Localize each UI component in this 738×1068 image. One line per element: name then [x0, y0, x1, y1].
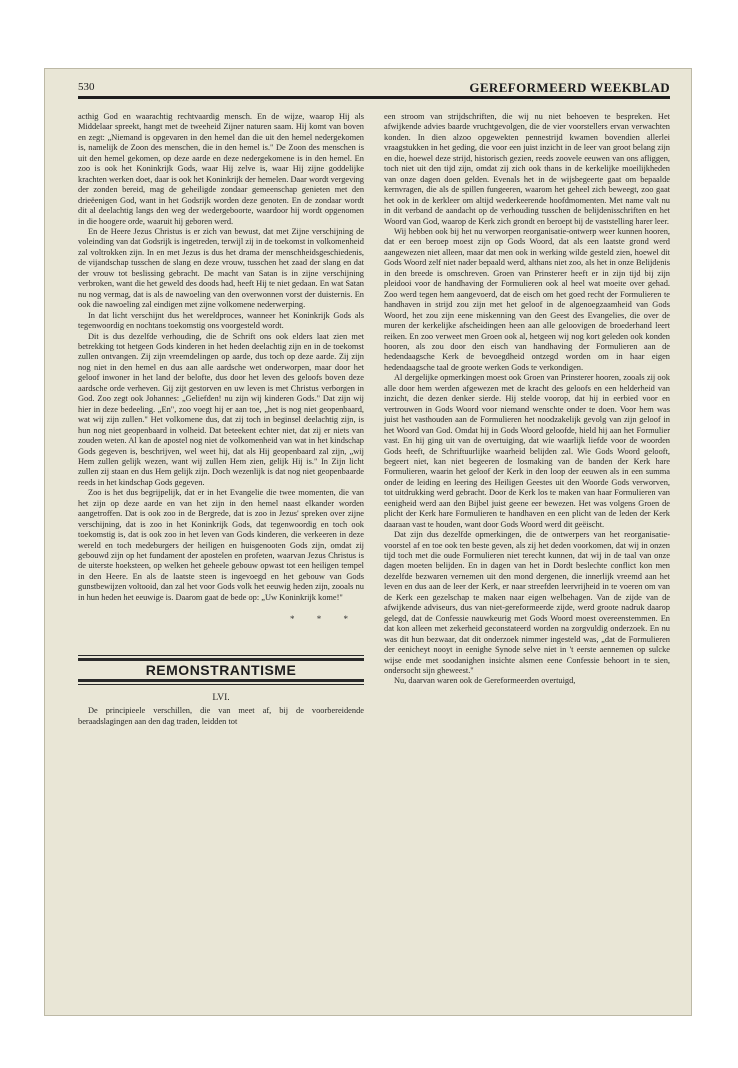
- paragraph: Wij hebben ook bij het nu verworpen reorganisatie-ontwerp weer kunnen hooren, dat er een beroep moest zijn op Gods Woord, dat als een laatste grond werd aangewezen niet alleen, maar dat men ook in werking wilde gesteld zien, hoewel dit Gods Woord zelf niet nader bepaald werd, althans niet zoo, als het in onze Belijdenis in den breede is omschreven. Groen van Prinsterer heeft er in zijn tijd bij zijn pleidooi voor de handhaving der Formulieren ook al heel wat moeite over gehad. Zoo werd tegen hem aangevoerd, dat de eisch om het goed recht der Formulieren te handhaven in strijd zou zijn met het geloof in de algenoegzaamheid van Gods Woord, het zou zijn eene miskenning van den Geest des Evangelies, die over de muren der kerkelijke afscheidingen heen aan alle geloovigen de broederhand leert reiken. En zoo verweet men Groen ook al, hetgeen wij nog kort geleden ook konden hooren, als zou door den eisch van handhaving der Formulieren aan de hedendaagsche Kerk de bevoegdheid ontzegd worden om in haar eigen hedendaagsche taal de groote werken Gods te verkondigen.: [384, 226, 670, 372]
- paragraph: En de Heere Jezus Christus is er zich van bewust, dat met Zijne verschijning de voleinding van dat Godsrijk is ingetreden, terwijl zij in de toekomst in volkomenheid zal voltrokken zijn. In en met Jezus is dus het drama der menschheidsgeschiedenis, de vijandschap tusschen de slang en deze vrouw, tusschen het zaad der slang en dat der vrouw tot beslissing gebracht. De macht van Satan is in zijne verschijning verbroken, want die het geweld des doods had, heeft Hij te niet gedaan. En wat Satan nu nog vermag, dat is als de nawoeling van den overwonnen vorst der duisternis. En ook die nawoeling zal eindigen met zijne volkomene nederwerping.: [78, 226, 364, 310]
- ornament-stars: * * *: [290, 614, 358, 625]
- right-column: [384, 112, 670, 687]
- section-heading-block: [78, 655, 364, 684]
- section-number: LVI.: [212, 692, 230, 703]
- paragraph: In dat licht verschijnt dus het wereldproces, wanneer het Koninkrijk Gods als tegenwoordig en nochtans toekomstig ons voorgesteld wordt.: [78, 310, 364, 331]
- paragraph: Zoo is het dus begrijpelijk, dat er in het Evangelie die twee momenten, die van het zijn op deze aarde en van het zijn in den hemel naast elkander worden aangetroffen. Dat is ook zoo in de Bergrede, dat is zoo in Jezus' spreken over zijne verschijning, dat is zoo in het Koninkrijk Gods, dat tegenwoordig en toch ook toekomstig is, dat is ook zoo in het leven van Gods kinderen, die verkeeren in deze wereld en toch medeburgers der heiligen en huisgenooten Gods zijn, omdat zij gebouwd zijn op het fundament der apostelen en profeten, waarvan Jezus Christus is de uiterste hoeksteen, op welken het geheele gebouw opwast tot een heiligen tempel in den Heere. En als de laatste steen is ingevoegd en het gebouw van Gods gunstbewijzen voltooid, dan zal het voor Gods volk het eeuwig heden zijn, zooals nu in hun heden het eeuwige is. Daarom gaat de bede op: „Uw Koninkrijk kome!": [78, 488, 364, 602]
- paragraph: Nu, daarvan waren ook de Gereformeerden overtuigd,: [394, 676, 576, 686]
- page-number: 530: [78, 81, 95, 93]
- section-title: REMONSTRANTISME: [145, 662, 297, 679]
- paragraph: Dit is dus dezelfde verhouding, die de Schrift ons ook elders laat zien met betrekking tot hetgeen Gods kinderen in het heden deelachtig zijn en in de toekomst zullen ontvangen. Zij zijn vreemdelingen op aarde, dus toch op deze aarde. Zij zijn nog niet in den hemel en dus aan alle aardsche wet onderworpen, maar door het geloof inwoner in het land der belofte, dus door het leven des geloofs boven deze aardsche orde verheven. Gij zijt gestorven en uw leven is met Christus verborgen in God. Zoo zegt ook Johannes: „Geliefden! nu zijn wij kinderen Gods." Dat zijn wij hier in deze bedeeling. „En", zoo voegt hij er aan toe, „het is nog niet geopenbaard, wat wij zijn zullen." Het volkomene dus, dat zij toch in beginsel deelachtig zijn, is hun nog niet geopenbaard in volheid. Dat beteekent echter niet, dat zij er niets van zouden weten. Al kan de apostel nog niet de volkomenheid van wat in het kindschap Gods gegeven is, beschrijven, wel weet hij, dat als Hij geopenbaard zal zijn, „wij Hem zullen gelijk wezen, want wij zullen Hem zien, gelijk Hij is." In Zijn licht zullen zij staan en dus Hem gelijk zijn. Doch wezenlijk is dat nog niet geopenbaarde reeds in het kindschap Gods gegeven.: [78, 331, 364, 487]
- left-column: [78, 112, 364, 727]
- rule-divider: [78, 684, 364, 685]
- page-header: [78, 78, 670, 99]
- paragraph: Dat zijn dus dezelfde opmerkingen, die de ontwerpers van het reorganisatie-voorstel af en toe ook ten beste geven, als zij het deden voorkomen, dat wij in onzen tijd toch met die oude Formulieren niet terecht kunnen, dat wij in de taal van onze dagen moeten belijden. En in dagen van het in Dordt beslechte conflict kon men dezelfde bezwaren vernemen uit den mond dergenen, die innerlijk vreemd aan het leven en dus aan de leer der Kerk, er naar streefden leervrijheid in te voeren om van de Kerk een gezelschap te maken naar eigen welbehagen. Van de zijde van de afwijkende adviseurs, dus van niet-gereformeerde zijde, werd groote nadruk daarop gelegd, dat de Confessie nauwkeurig met Gods Woord moest overeenstemmen. En dat kon alleen met zekerheid geconstateerd worden na zorgvuldig onderzoek. En nu was dit hun bezwaar, dat dit onderzoek nimmer ingesteld was, „dat de Formulieren der eenicheyt nooyt in eenighe Synode selve niet in 't eerste aennemen op sulcke wijse ende met soodanighen insichte alsmen eene Confessie behoort in te sien, ondersocht sijn gheweest.": [384, 530, 670, 676]
- paragraph: Al dergelijke opmerkingen moest ook Groen van Prinsterer hooren, zooals zij ook alle door hem werden afgewezen met de kracht des geloofs en een helderheid van inzicht, die dezen denker sierde. Hij stelde voorop, dat hij in eerbied voor en vertrouwen in Gods Woord voor niemand wenschte onder te doen. Voor hem was juist het vasthouden aan de Formulieren het noodzakelijk gevolg van zijn geloof in het Woord van God. Omdat hij in Gods Woord geloofde, hield hij aan het Formulier vast. En hij ging uit van de overtuiging, dat wie waarlijk liefde voor de woorden Gods heeft, de Schriftuurlijke waarheid belijden zal. Wie Gods Woord gelooft, begeert niet, kan niet begeeren de losmaking van de banden der Kerk hare Formulieren, waarin het geloof der Kerk in den loop der eeuwen als in een summa onder de leiding en leering des Heiligen Geestes uit den Woorde Gods verworven, tot uitdrukking werd gebracht. Door de Kerk los te maken van haar Formulieren van eenigheid werd aan den Bijbel juist geene eer bewezen. Het was volgens Groen de plicht der Kerk hare Formulieren te handhaven en een plicht van de leden der Kerk daaraan vast te houden, want door Gods Woord werd dit geëischt.: [384, 373, 670, 529]
- paragraph: acthig God en waarachtig rechtvaardig mensch. En de wijze, waarop Hij als Middelaar spreekt, hangt met de tweeheid Zijner naturen saam. Hij komt van boven en zegt: „Niemand is opgevaren in den hemel dan die uit den hemel nedergekomen is, namelijk de Zoon des menschen, die in den hemel is." De Zoon des menschen is uit den hemel gekomen, op deze aarde en deze nedergekomene is in den hemel. En zoo is ook het Koninkrijk Gods, waar Hij zelve is, waar Hij zijne goddelijke krachten werken doet, daar is ook het Koninkrijk der hemelen. Daar wordt vergeving der zonden bereid, mag de geheiligde zondaar gemeenschap genieten met den drieëenigen God, want in het Godsrijk worden deze genoten. En de zondaar wordt dit al deelachtig langs den weg der wedergeboorte, waardoor hij wordt opgenomen in die hoogere orde, waaruit hij geboren werd.: [78, 112, 364, 226]
- journal-title: GEREFORMEERD WEEKBLAD: [469, 80, 670, 95]
- rule-divider: [78, 655, 364, 656]
- paragraph: De principieele verschillen, die van meet af, bij de voorbereidende beraadslagingen aan den dag traden, leidden tot: [78, 706, 364, 726]
- paragraph: een stroom van strijdschriften, die wij nu niet behoeven te bespreken. Het afwijkende advies baarde vruchtgevolgen, die de vier voorstellers ervan verwachten konden. In dien alzoo opgewekten pennestrijd kwamen bovendien allerlei vraagstukken in het geding, die voor een juist inzicht in de leer van groot belang zijn en die, hoewel deze strijd, historisch gezien, reeds zoovele eeuwen van ons afliggen, toch niet uit den tijd zijn, omdat zij zich ook thans in de kerkelijke moeilijkheden van onze dagen doen gelden. Evenals het in de wijsbegeerte gaat om bepaalde kernvragen, die als de spillen fungeeren, waarom het geheel zich beweegt, zoo gaat het ook in de kerkleer om altijd wederkeerende hoofdmomenten. Met name valt nu in dit verband de aandacht op de verhouding tusschen de belijdenisschriften en het Woord van God, waarop de Kerk zich grondt en beroept bij de vaststelling harer leer.: [384, 112, 670, 226]
- rule-divider: [78, 679, 364, 682]
